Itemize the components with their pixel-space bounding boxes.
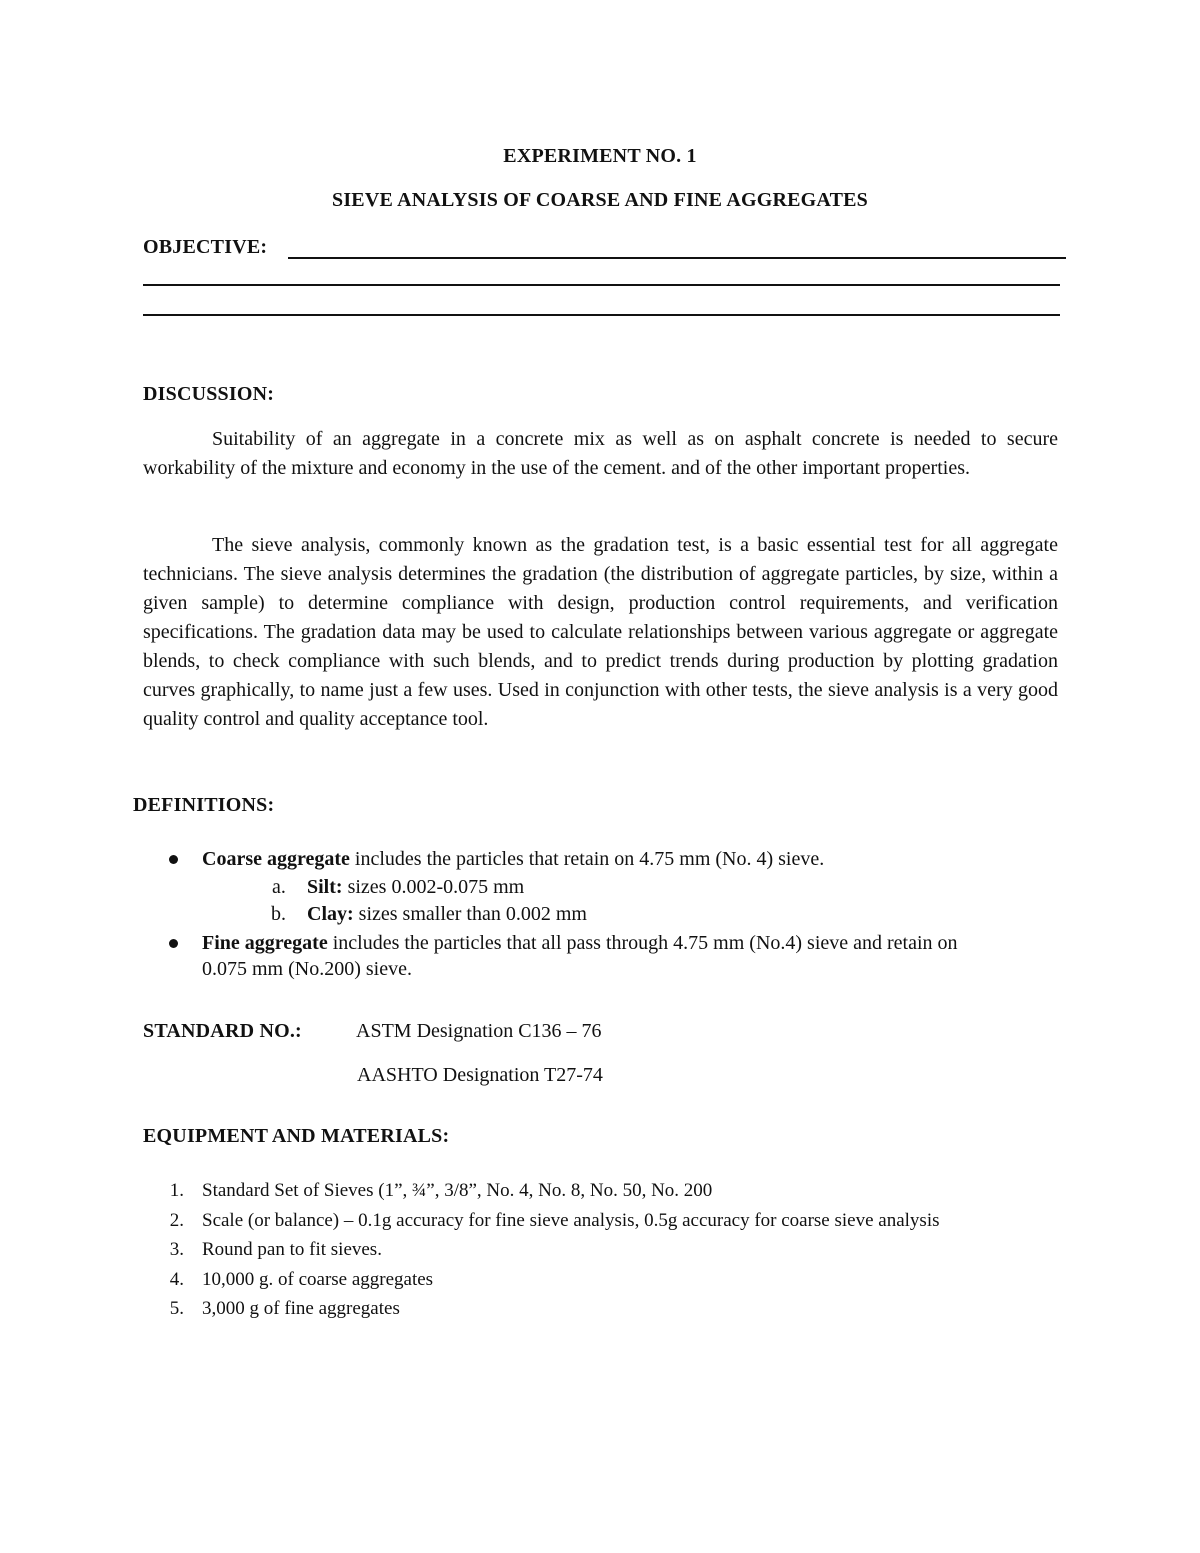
objective-line-2 [143,284,1060,286]
coarse-aggregate-definition: Coarse aggregate includes the particles that retain on 4.75 mm (No. 4) sieve. [202,848,825,870]
equipment-number: 1. [169,1180,184,1201]
document-subtitle: SIEVE ANALYSIS OF COARSE AND FINE AGGREGATES [332,189,868,211]
equipment-number: 4. [169,1269,184,1290]
equipment-item: Standard Set of Sieves (1”, ¾”, 3/8”, No. 4, No. 8, No. 50, No. 200 [202,1180,713,1201]
equipment-number: 3. [169,1239,184,1260]
silt-marker: a. [272,876,286,898]
objective-line-1 [288,257,1066,259]
standard-label: STANDARD NO.: [143,1020,302,1042]
equipment-item: 3,000 g of fine aggregates [202,1298,400,1319]
bullet-icon [169,855,178,864]
discussion-paragraph-1: Suitability of an aggregate in a concrete mix as well as on asphalt concrete is needed to secure workability of the mixture and economy in the use of the cement. and of the other important properties. [143,428,1058,479]
fine-aggregate-definition: Fine aggregate includes the particles that all pass through 4.75 mm (No.4) sieve and retain on [202,932,958,954]
clay-definition: Clay: sizes smaller than 0.002 mm [307,903,587,925]
objective-line-3 [143,314,1060,316]
equipment-item: Round pan to fit sieves. [202,1239,382,1260]
equipment-item: Scale (or balance) – 0.1g accuracy for fine sieve analysis, 0.5g accuracy for coarse sieve analysis [202,1210,940,1231]
discussion-heading: DISCUSSION: [143,383,275,405]
standard-aashto: AASHTO Designation T27-74 [357,1064,603,1086]
objective-label: OBJECTIVE: [143,236,268,258]
clay-marker: b. [271,903,286,925]
definitions-heading: DEFINITIONS: [133,794,275,816]
discussion-paragraph-2: The sieve analysis, commonly known as the gradation test, is a basic essential test for all aggregate technicians. The sieve analysis determines the gradation (the distribution of aggregate particles, by size, within a given sample) to determine compliance with design, production control requirements, and verification specifications. The gradation data may be used to calculate relationships between various aggregate or aggregate blends, to check compliance with such blends, and to predict trends during production by plotting gradation curves graphically, to name just a few uses. Used in conjunction with other tests, the sieve analysis is a very good quality control and quality acceptance tool. [143,534,1058,730]
standard-astm: ASTM Designation C136 – 76 [356,1020,602,1042]
equipment-item: 10,000 g. of coarse aggregates [202,1269,434,1290]
equipment-number: 5. [169,1298,184,1319]
document-title: EXPERIMENT NO. 1 [503,145,697,167]
silt-definition: Silt: sizes 0.002-0.075 mm [307,876,525,898]
equipment-heading: EQUIPMENT AND MATERIALS: [143,1125,450,1147]
fine-aggregate-definition-cont: 0.075 mm (No.200) sieve. [202,958,412,980]
bullet-icon [169,939,178,948]
equipment-number: 2. [169,1210,184,1231]
